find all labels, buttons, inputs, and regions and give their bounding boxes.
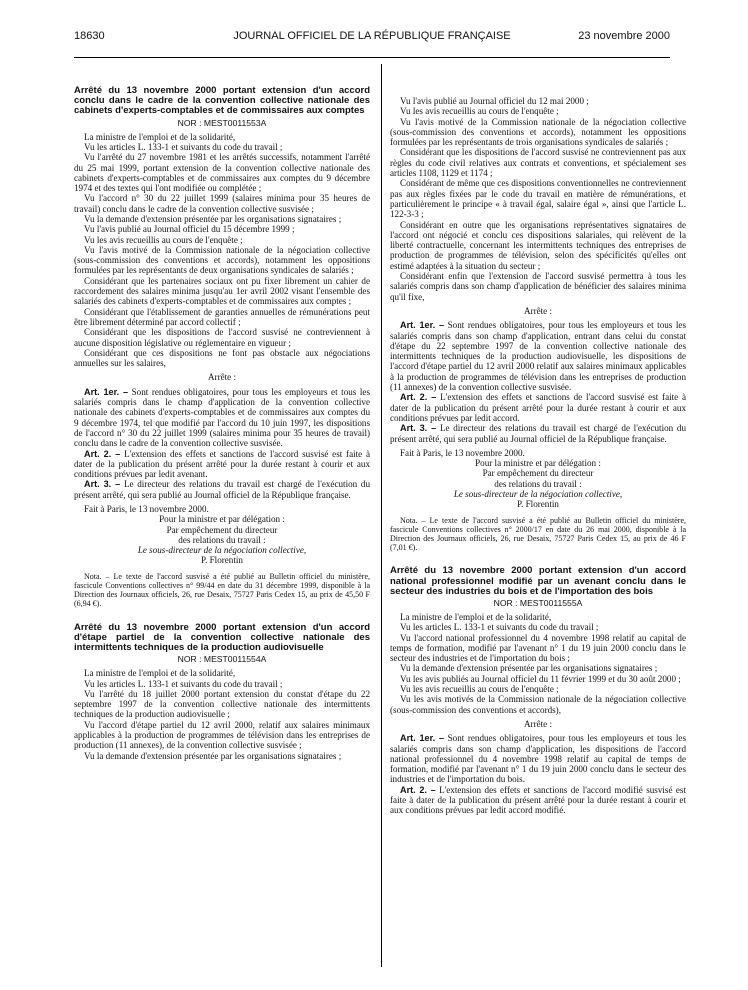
arrete-3-article-1	[390, 733, 686, 784]
arrete-2-para: Considérant que les dispositions de l'accord susvisé ne contreviennent pas aux règles du code civil relatives aux contrats et conventions, et spécialement ses articles 1108, 1129 et 1174 ;	[390, 147, 686, 179]
arrete-1-para: Vu la demande d'extension présentée par les organisations signataires ;	[84, 213, 342, 224]
right-column	[390, 96, 686, 962]
arrete-2-article-3	[390, 423, 686, 444]
arrete-1-para: Vu l'arrêté du 27 novembre 1981 et les arrêtés successifs, notamment l'arrêté du 25 mai 1999, portant extension de la convention collective nationale des cabinets d'experts-comptables et de commissaires aux comptes du 9 décembre 1974 et des textes qui l'ont modifiée ou complétée ;	[74, 152, 370, 194]
article-label: Art. 2. –	[400, 784, 436, 795]
article-text: Le directeur des relations du travail est chargé de l'exécution du présent arrêté, qui sera publié au Journal officiel de la République française.	[390, 423, 686, 444]
article-text: L'extension des effets et sanctions de l'accord susvisé est faite à dater de la publication du présent arrêté pour la durée restant à courir et aux conditions prévues par ledit accord.	[390, 392, 686, 423]
journal-title: JOURNAL OFFICIEL DE LA RÉPUBLIQUE FRANÇAISE	[233, 30, 511, 42]
arrete-2-fait: Fait à Paris, le 13 novembre 2000.	[400, 447, 525, 458]
arrete-3-title: Arrêté du 13 novembre 2000 portant extension d'un accord national professionnel modifié par un avenant conclu dans le secteur des industries du bois et de l'importation des bois	[390, 565, 686, 597]
column-divider	[381, 64, 382, 967]
arrete-1-article-1	[74, 387, 370, 449]
arrete-2-article-2	[390, 392, 686, 423]
section-gap	[74, 609, 370, 623]
arrete-2-signature-line: Par empêchement du directeur	[482, 468, 594, 479]
arrete-2-title: Arrêté du 13 novembre 2000 portant extension d'un accord d'étape partiel de la convention collective nationale des intermittents techniques de la production audiovisuelle	[74, 621, 370, 653]
arrete-1-para: Vu l'accord n° 30 du 22 juillet 1999 (salaires minima pour 35 heures de travail) conclu dans le cadre de la convention collective susvisée ;	[74, 193, 370, 214]
arrete-2-para: Vu les articles L. 133-1 et suivants du code du travail ;	[84, 678, 283, 689]
arrete-1-signature-line: Le sous-directeur de la négociation collective,	[137, 545, 307, 556]
arrete-1-para: La ministre de l'emploi et de la solidarité,	[84, 131, 236, 142]
arrete-2-para: Vu l'avis motivé de la Commission nationale de la négociation collective (sous-commission des conventions et accords), notamment les oppositions formulées par les représentants de trois organisations syndicales de salariés ;	[390, 116, 686, 148]
arrete-3-para: Vu les avis recueillis au cours de l'enquête ;	[400, 684, 559, 695]
arrete-1-para: Vu les avis recueillis au cours de l'enquête ;	[84, 234, 243, 245]
arrete-1-signatory: P. Florentin	[201, 555, 243, 566]
arrete-1-nor: NOR : MEST0011553A	[177, 117, 267, 128]
article-text: L'extension des effets et sanctions de l'accord susvisé est faite à dater de la publication du présent arrêté pour la durée restant à courir et aux conditions prévues par ledit avenant.	[74, 448, 370, 480]
arrete-1-title: Arrêté du 13 novembre 2000 portant extension d'un accord conclu dans le cadre de la convention collective nationale des cabinets d'experts-comptables et de commissaires aux comptes	[74, 86, 370, 117]
article-label: Art. 1er. –	[400, 733, 445, 744]
arrete-1-nota: Nota. – Le texte de l'accord susvisé a été publié au Bulletin officiel du ministère, fascicule Conventions collectives n° 99/44 en date du 31 décembre 1999, disponible à la Direction des Journaux officiels, 26, rue Desaix, 75727 Paris Cedex 15, au prix de 45,50 F (6,94 €).	[74, 571, 370, 609]
arrete-3-para: Vu les avis publiés au Journal officiel du 11 février 1999 et du 30 août 2000 ;	[400, 673, 681, 684]
arrete-2-nota: Nota. – Le texte de l'accord susvisé a été publié au Bulletin officiel du ministère, fascicule Conventions collectives n° 2000/17 en date du 26 mai 2000, disponible à la Direction des Journaux officiels, 26, rue Desaix, 75727 Paris Cedex 15, au prix de 46 F (7,01 €).	[390, 515, 686, 553]
arrete-3-nor: NOR : MEST0011555A	[493, 598, 583, 608]
arrete-1-arrete-label: Arrête :	[207, 372, 237, 383]
arrete-2-nor: NOR : MEST0011554A	[177, 654, 267, 665]
arrete-2-para: Vu l'accord d'étape partiel du 12 avril 2000, relatif aux salaires minimaux applicables à la production de programmes de télévision dans les entreprises de production (11 annexes), de la convention collective susvisée ;	[74, 719, 370, 751]
article-label: Art. 3. –	[84, 479, 121, 490]
arrete-3-para: La ministre de l'emploi et de la solidarité,	[400, 612, 552, 622]
header-rule	[74, 57, 670, 58]
arrete-2-para: Considérant de même que ces dispositions conventionnelles ne contreviennent pas aux règles fixées par le code du travail en matière de rémunérations, et particulièrement le principe « à travail égal, salaire égal », ainsi que l'article L. 122-3-3 ;	[390, 178, 686, 220]
article-label: Art. 1er. –	[400, 320, 445, 331]
arrete-3-para: Vu la demande d'extension présentée par les organisations signataires ;	[400, 663, 658, 674]
issue-date: 23 novembre 2000	[578, 30, 670, 42]
article-text: Le directeur des relations du travail est chargé de l'exécution du présent arrêté, qui sera publié au Journal officiel de la République française.	[74, 479, 370, 500]
page-header	[74, 30, 670, 44]
arrete-2-signature-line: des relations du travail :	[494, 478, 582, 489]
arrete-1-article-3	[74, 479, 370, 500]
arrete-1-para: Considérant que les dispositions de l'accord susvisé ne contreviennent à aucune disposition législative ou réglementaire en vigueur ;	[74, 327, 370, 348]
arrete-3-para: Vu les avis motivés de la Commission nationale de la négociation collective (sous-commission des conventions et accords),	[390, 694, 686, 715]
arrete-3-para: Vu l'accord national professionnel du 4 novembre 1998 relatif au capital de temps de formation, modifié par l'avenant n° 1 du 19 juin 2000 conclu dans le secteur des industries et de l'importation du bois ;	[390, 632, 686, 664]
article-text: Sont rendues obligatoires, pour tous les employeurs et tous les salariés compris dans le champ d'application de la convention collective nationale des cabinets d'experts-comptables et de commissaires aux comptes du 9 décembre 1974, tel que modifié par l'accord du 10 juin 1997, les dispositions de l'accord n° 30 du 22 juillet 1999 (salaires minima pour 35 heures de travail) conclu dans le cadre de la convention collective susvisée.	[74, 386, 370, 449]
arrete-2-para: Vu les avis recueillis au cours de l'enquête ;	[400, 106, 559, 117]
arrete-1-fait: Fait à Paris, le 13 novembre 2000.	[84, 504, 209, 514]
arrete-1-article-2	[74, 449, 370, 480]
arrete-2-para: Vu l'avis publié au Journal officiel du 12 mai 2000 ;	[400, 96, 589, 106]
arrete-1-signature-line: des relations du travail :	[178, 534, 266, 545]
article-label: Art. 1er. –	[84, 386, 129, 397]
article-label: Art. 2. –	[400, 392, 437, 403]
arrete-2-signature-line: Le sous-directeur de la négociation collective,	[453, 488, 623, 499]
arrete-1-para: Vu l'avis motivé de la Commission nationale de la négociation collective (sous-commission des conventions et accords), notamment les oppositions formulées par les représentants de deux organisations syndicales de salariés ;	[74, 244, 370, 276]
arrete-1-para: Considérant que ces dispositions ne font pas obstacle aux négociations annuelles sur les salaires,	[74, 347, 370, 369]
article-text: Sont rendues obligatoires, pour tous les employeurs et tous les salariés compris dans son champ d'application, entrant dans celui du constat d'étape du 22 septembre 1997 de la convention collective nationale des intermittents techniques de la production audiovisuelle, les dispositions de l'accord d'étape partiel du 12 avril 2000 relatif aux salaires minimaux applicables à la production de programmes de télévision dans les entreprises de production (11 annexes) de la convention collective susvisée.	[390, 320, 686, 393]
arrete-3-arrete-label: Arrête :	[523, 718, 553, 729]
article-label: Art. 2. –	[84, 448, 121, 459]
article-text: L'extension des effets et sanctions de l'accord modifié susvisé est faite à dater de la publication du présent arrêté pour la durée restant à courir et aux conditions prévues par ledit accord modifié.	[390, 784, 686, 816]
article-label: Art. 3. –	[400, 423, 437, 434]
section-gap	[390, 552, 686, 566]
arrete-2-para: Vu l'arrêté du 18 juillet 2000 portant extension du constat d'étape du 22 septembre 1997 de la convention collective nationale des intermittents techniques de la production audiovisuelle ;	[74, 688, 370, 720]
arrete-1-signature-line: Par empêchement du directeur	[166, 524, 278, 535]
arrete-3-para: Vu les articles L. 133-1 et suivants du code du travail ;	[400, 622, 599, 633]
arrete-2-para: La ministre de l'emploi et de la solidarité,	[84, 668, 236, 679]
arrete-3-article-2	[390, 785, 686, 816]
arrete-2-signatory: P. Florentin	[517, 499, 559, 510]
arrete-2-article-1	[390, 320, 686, 392]
arrete-1-para: Vu les articles L. 133-1 et suivants du code du travail ;	[84, 141, 283, 152]
arrete-2-para: Considérant en outre que les organisations représentatives signataires de l'accord ont négocié et conclu ces dispositions salariales, qui relèvent de la liberté contractuelle, concernant les intermittents techniques des entreprises de production de programmes de télévision, selon des spécificités qu'elles ont estimé adaptées à la situation du secteur ;	[390, 219, 686, 271]
arrete-1-signature-line: Pour la ministre et par délégation :	[159, 514, 285, 525]
arrete-1-para: Considérant que les partenaires sociaux ont pu fixer librement un cahier de raccordement des salaires minima jusqu'au 1er avril 2002 visant l'ensemble des salariés des cabinets d'experts-comptables et de commissaires aux comptes ;	[74, 275, 370, 307]
arrete-2-para: Vu la demande d'extension présentée par les organisations signataires ;	[84, 750, 342, 761]
left-column	[74, 86, 370, 961]
page-number: 18630	[74, 30, 105, 42]
arrete-2-signature-line: Pour la ministre et par délégation :	[475, 458, 601, 469]
arrete-2-arrete-label: Arrête :	[523, 305, 553, 316]
article-text: Sont rendues obligatoires, pour tous les employeurs et tous les salariés compris dans son champ d'application, les dispositions de l'accord national professionnel du 4 novembre 1998 relatif au capital de temps de formation, modifié par l'avenant n° 1 du 19 juin 2000 conclu dans le secteur des industries et de l'importation du bois.	[390, 733, 686, 785]
arrete-2-para: Considérant enfin que l'extension de l'accord susvisé permettra à tous les salariés compris dans son champ d'application de bénéficier des salaires minima qu'il fixe,	[390, 271, 686, 302]
arrete-1-para: Vu l'avis publié au Journal officiel du 15 décembre 1999 ;	[84, 224, 295, 235]
arrete-1-para: Considérant que l'établissement de garanties annuelles de rémunérations peut être librement déterminé par accord collectif ;	[74, 306, 370, 327]
